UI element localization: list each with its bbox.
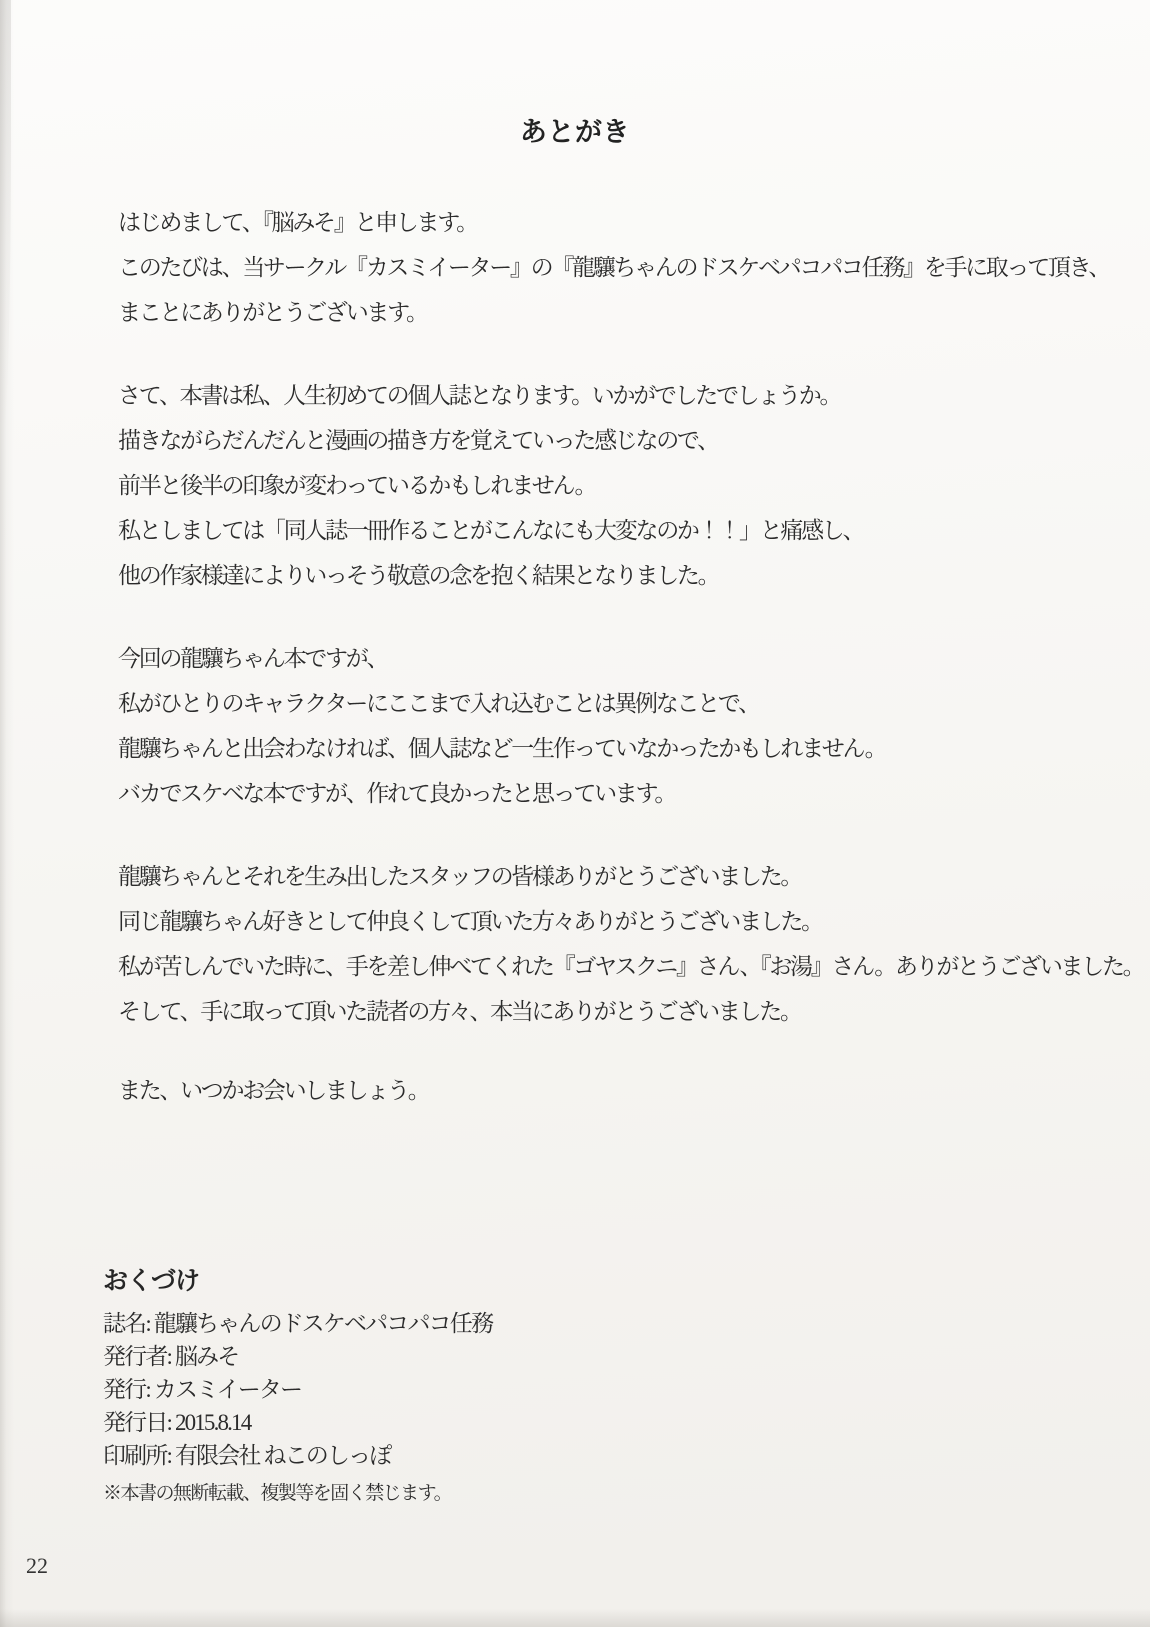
- colophon: [103, 1263, 492, 1509]
- text-line: バカでスケベな本ですが、作れて良かったと思っています。: [118, 781, 676, 806]
- text-line: 今回の龍驤ちゃん本ですが、: [118, 646, 388, 671]
- copyright-notice: ※本書の無断転載、複製等を固く禁じます。: [103, 1483, 452, 1504]
- text-line: このたびは、当サークル『カスミイーター』の『龍驤ちゃんのドスケベパコパコ任務』を手に取って頂き、: [118, 255, 1110, 280]
- page-number: 22: [26, 1553, 48, 1578]
- scan-edge-shadow-left: [0, 0, 14, 1627]
- text-line: はじめまして、『脳みそ』と申します。: [118, 210, 477, 235]
- text-line: そして、手に取って頂いた読者の方々、本当にありがとうございました。: [118, 999, 801, 1024]
- colophon-entry-date: 発行日: 2015.8.14: [103, 1410, 251, 1435]
- colophon-entry-printer: 印刷所: 有限会社 ねこのしっぽ: [103, 1443, 391, 1468]
- paragraph-farewell: [118, 1068, 1150, 1113]
- text-line: 描きながらだんだんと漫画の描き方を覚えていった感じなので、: [118, 428, 718, 453]
- text-line: 他の作家様達によりいっそう敬意の念を抱く結果となりました。: [118, 563, 719, 588]
- paragraph-thanks: [118, 854, 1150, 1034]
- text-line: さて、本書は私、人生初めての個人誌となります。いかがでしたでしょうか。: [118, 383, 841, 408]
- paragraph-about-book: [118, 636, 1150, 816]
- colophon-entries: [103, 1307, 492, 1472]
- text-line: 私としましては「同人誌一冊作ることがこんなにも大変なのか！！」と痛感し、: [118, 518, 864, 543]
- text-line: また、いつかお会いしましょう。: [118, 1078, 429, 1103]
- text-line: 同じ龍驤ちゃん好きとして仲良くして頂いた方々ありがとうございました。: [118, 909, 822, 934]
- paragraph-first-book: [118, 373, 1150, 598]
- colophon-header: おくづけ: [103, 1267, 200, 1295]
- colophon-entry-circle: 発行: カスミイーター: [103, 1377, 302, 1402]
- text-line: 前半と後半の印象が変わっているかもしれません。: [118, 473, 596, 498]
- colophon-entry-title: 誌名: 龍驤ちゃんのドスケベパコパコ任務: [103, 1311, 493, 1336]
- paragraph-greeting: [118, 200, 1150, 335]
- text-line: 龍驤ちゃんとそれを生み出したスタッフの皆様ありがとうございました。: [118, 864, 802, 889]
- page-title: あとがき: [519, 117, 631, 147]
- text-line: 私が苦しんでいた時に、手を差し伸べてくれた『ゴヤスクニ』さん、『お湯』さん。ありがとうございました。: [118, 954, 1144, 979]
- text-line: 龍驤ちゃんと出会わなければ、個人誌など一生作っていなかったかもしれません。: [118, 736, 886, 761]
- afterword-body: [118, 200, 1150, 1113]
- colophon-entry-author: 発行者: 脳みそ: [103, 1344, 239, 1369]
- text-line: 私がひとりのキャラクターにここまで入れ込むことは異例なことで、: [118, 691, 759, 716]
- text-line: まことにありがとうございます。: [118, 300, 427, 325]
- scan-edge-shadow-bottom: [0, 1609, 1150, 1627]
- scan-corner-smudge: [0, 0, 11, 430]
